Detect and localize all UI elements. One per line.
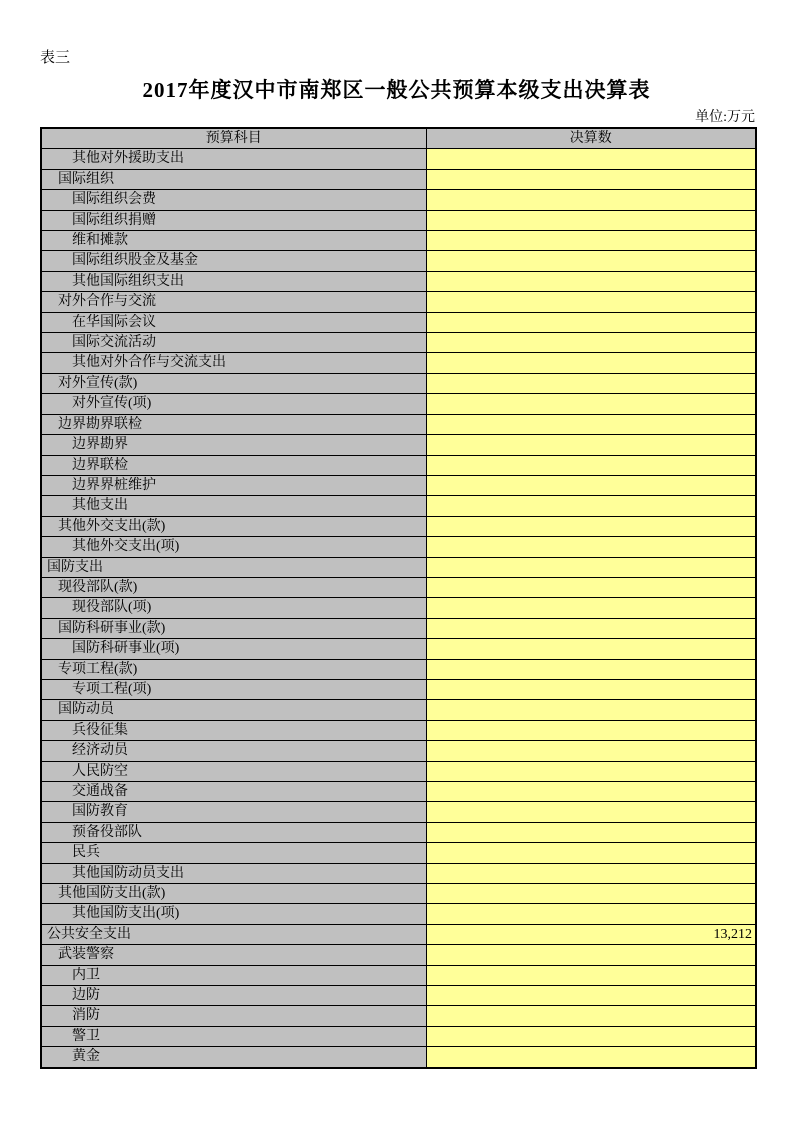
table-row bbox=[41, 312, 756, 332]
budget-subject-cell: 其他外交支出(款) bbox=[41, 516, 426, 536]
table-row bbox=[41, 169, 756, 189]
column-header-budget-subject: 预算科目 bbox=[41, 128, 426, 149]
budget-subject-cell: 国防科研事业(项) bbox=[41, 639, 426, 659]
final-amount-cell bbox=[426, 700, 756, 720]
table-row bbox=[41, 537, 756, 557]
table-row bbox=[41, 292, 756, 312]
budget-table-body bbox=[41, 149, 756, 1068]
table-row bbox=[41, 435, 756, 455]
table-row bbox=[41, 516, 756, 536]
table-row bbox=[41, 496, 756, 516]
table-row bbox=[41, 1026, 756, 1046]
final-amount-cell bbox=[426, 863, 756, 883]
budget-subject-cell: 公共安全支出 bbox=[41, 924, 426, 944]
table-row bbox=[41, 414, 756, 434]
table-row bbox=[41, 761, 756, 781]
budget-subject-cell: 对外宣传(款) bbox=[41, 373, 426, 393]
table-row bbox=[41, 231, 756, 251]
budget-subject-cell: 其他国际组织支出 bbox=[41, 271, 426, 291]
table-row bbox=[41, 720, 756, 740]
final-amount-cell bbox=[426, 945, 756, 965]
table-row bbox=[41, 741, 756, 761]
budget-subject-cell: 边防 bbox=[41, 986, 426, 1006]
table-row bbox=[41, 863, 756, 883]
table-row bbox=[41, 475, 756, 495]
table-row bbox=[41, 251, 756, 271]
final-amount-cell bbox=[426, 455, 756, 475]
table-row bbox=[41, 1047, 756, 1068]
budget-subject-cell: 其他国防支出(项) bbox=[41, 904, 426, 924]
budget-subject-cell: 边界勘界联检 bbox=[41, 414, 426, 434]
unit-label: 单位:万元 bbox=[695, 110, 755, 125]
budget-subject-cell: 黄金 bbox=[41, 1047, 426, 1068]
final-amount-cell bbox=[426, 822, 756, 842]
final-amount-cell bbox=[426, 373, 756, 393]
final-amount-cell bbox=[426, 843, 756, 863]
final-amount-cell bbox=[426, 577, 756, 597]
budget-subject-cell: 现役部队(款) bbox=[41, 577, 426, 597]
table-row bbox=[41, 965, 756, 985]
budget-subject-cell: 其他国防支出(款) bbox=[41, 884, 426, 904]
final-amount-cell bbox=[426, 496, 756, 516]
final-amount-cell bbox=[426, 271, 756, 291]
final-amount-cell bbox=[426, 475, 756, 495]
budget-subject-cell: 其他对外援助支出 bbox=[41, 149, 426, 169]
final-amount-cell bbox=[426, 537, 756, 557]
table-row bbox=[41, 945, 756, 965]
sheet-label: 表三 bbox=[40, 50, 71, 66]
budget-subject-cell: 在华国际会议 bbox=[41, 312, 426, 332]
table-row bbox=[41, 394, 756, 414]
final-amount-cell bbox=[426, 394, 756, 414]
table-row bbox=[41, 333, 756, 353]
budget-subject-cell: 民兵 bbox=[41, 843, 426, 863]
budget-subject-cell: 对外宣传(项) bbox=[41, 394, 426, 414]
budget-subject-cell: 边界界桩维护 bbox=[41, 475, 426, 495]
table-row bbox=[41, 271, 756, 291]
table-row bbox=[41, 1006, 756, 1026]
table-row bbox=[41, 210, 756, 230]
final-amount-cell bbox=[426, 884, 756, 904]
final-amount-cell bbox=[426, 1026, 756, 1046]
table-row bbox=[41, 884, 756, 904]
budget-table bbox=[40, 127, 757, 1069]
final-amount-cell bbox=[426, 1006, 756, 1026]
budget-subject-cell: 消防 bbox=[41, 1006, 426, 1026]
table-row bbox=[41, 149, 756, 169]
column-header-final-amount: 决算数 bbox=[426, 128, 756, 149]
budget-subject-cell: 专项工程(款) bbox=[41, 659, 426, 679]
table-row bbox=[41, 843, 756, 863]
final-amount-cell bbox=[426, 251, 756, 271]
table-row bbox=[41, 904, 756, 924]
final-amount-cell bbox=[426, 639, 756, 659]
final-amount-cell bbox=[426, 435, 756, 455]
table-header-row bbox=[41, 128, 756, 149]
budget-subject-cell: 维和摊款 bbox=[41, 231, 426, 251]
budget-subject-cell: 国际交流活动 bbox=[41, 333, 426, 353]
final-amount-cell bbox=[426, 333, 756, 353]
final-amount-cell bbox=[426, 618, 756, 638]
budget-subject-cell: 国防支出 bbox=[41, 557, 426, 577]
table-row bbox=[41, 802, 756, 822]
final-amount-cell bbox=[426, 516, 756, 536]
final-amount-cell bbox=[426, 659, 756, 679]
final-amount-cell bbox=[426, 904, 756, 924]
final-amount-cell bbox=[426, 353, 756, 373]
final-amount-cell bbox=[426, 782, 756, 802]
final-amount-cell bbox=[426, 679, 756, 699]
budget-subject-cell: 国际组织会费 bbox=[41, 190, 426, 210]
table-row bbox=[41, 190, 756, 210]
budget-subject-cell: 其他外交支出(项) bbox=[41, 537, 426, 557]
budget-subject-cell: 专项工程(项) bbox=[41, 679, 426, 699]
final-amount-cell bbox=[426, 965, 756, 985]
budget-subject-cell: 警卫 bbox=[41, 1026, 426, 1046]
budget-subject-cell: 兵役征集 bbox=[41, 720, 426, 740]
final-amount-cell bbox=[426, 741, 756, 761]
budget-subject-cell: 国防教育 bbox=[41, 802, 426, 822]
budget-subject-cell: 边界联检 bbox=[41, 455, 426, 475]
final-amount-cell: 13,212 bbox=[426, 924, 756, 944]
budget-subject-cell: 国际组织 bbox=[41, 169, 426, 189]
budget-subject-cell: 国防科研事业(款) bbox=[41, 618, 426, 638]
budget-subject-cell: 预备役部队 bbox=[41, 822, 426, 842]
budget-subject-cell: 其他国防动员支出 bbox=[41, 863, 426, 883]
budget-subject-cell: 现役部队(项) bbox=[41, 598, 426, 618]
budget-subject-cell: 武装警察 bbox=[41, 945, 426, 965]
budget-subject-cell: 国际组织股金及基金 bbox=[41, 251, 426, 271]
table-row bbox=[41, 577, 756, 597]
page-title: 2017年度汉中市南郑区一般公共预算本级支出决算表 bbox=[142, 78, 651, 102]
budget-subject-cell: 其他对外合作与交流支出 bbox=[41, 353, 426, 373]
budget-subject-cell: 国际组织捐赠 bbox=[41, 210, 426, 230]
final-amount-cell bbox=[426, 414, 756, 434]
table-row bbox=[41, 700, 756, 720]
table-row bbox=[41, 782, 756, 802]
table-row bbox=[41, 659, 756, 679]
final-amount-cell bbox=[426, 557, 756, 577]
final-amount-cell bbox=[426, 169, 756, 189]
final-amount-cell bbox=[426, 598, 756, 618]
final-amount-cell bbox=[426, 190, 756, 210]
final-amount-cell bbox=[426, 149, 756, 169]
table-row bbox=[41, 639, 756, 659]
final-amount-cell bbox=[426, 802, 756, 822]
final-amount-cell bbox=[426, 292, 756, 312]
budget-subject-cell: 边界勘界 bbox=[41, 435, 426, 455]
budget-subject-cell: 内卫 bbox=[41, 965, 426, 985]
final-amount-cell bbox=[426, 1047, 756, 1068]
budget-subject-cell: 经济动员 bbox=[41, 741, 426, 761]
final-amount-cell bbox=[426, 312, 756, 332]
table-row bbox=[41, 679, 756, 699]
budget-subject-cell: 人民防空 bbox=[41, 761, 426, 781]
budget-subject-cell: 交通战备 bbox=[41, 782, 426, 802]
final-amount-cell bbox=[426, 231, 756, 251]
table-row bbox=[41, 822, 756, 842]
table-row bbox=[41, 924, 756, 944]
final-amount-cell bbox=[426, 986, 756, 1006]
table-row bbox=[41, 986, 756, 1006]
final-amount-cell bbox=[426, 720, 756, 740]
table-row bbox=[41, 455, 756, 475]
budget-subject-cell: 其他支出 bbox=[41, 496, 426, 516]
final-amount-cell bbox=[426, 761, 756, 781]
table-row bbox=[41, 353, 756, 373]
budget-subject-cell: 对外合作与交流 bbox=[41, 292, 426, 312]
table-row bbox=[41, 618, 756, 638]
table-row bbox=[41, 598, 756, 618]
budget-subject-cell: 国防动员 bbox=[41, 700, 426, 720]
table-row bbox=[41, 557, 756, 577]
table-row bbox=[41, 373, 756, 393]
final-amount-cell bbox=[426, 210, 756, 230]
